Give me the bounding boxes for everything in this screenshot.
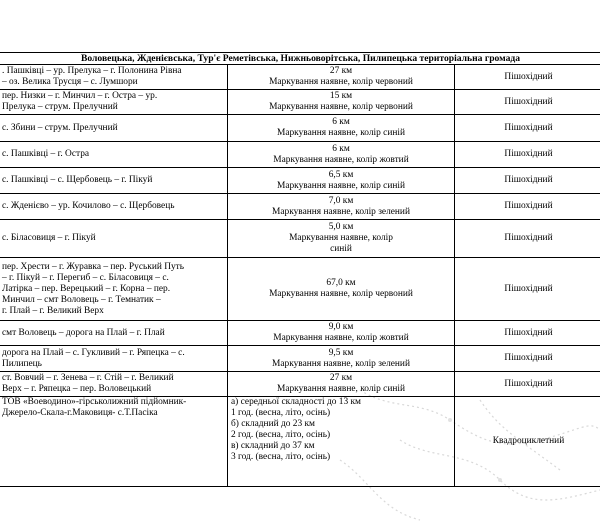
- route-cell: с. Пашківці – г. Остра: [0, 142, 228, 168]
- route-cell: ТОВ «Воеводино»-гірськолижний підйомник- Джерело-Скала-г.Маковиця- с.Т.Пасіка: [0, 397, 228, 487]
- type-cell: Пішохідний: [455, 258, 600, 321]
- distance-cell: 6,5 км Маркування наявне, колір синій: [228, 168, 455, 194]
- distance-cell: 6 км Маркування наявне, колір жовтий: [228, 142, 455, 168]
- type-cell: Пішохідний: [455, 220, 600, 258]
- route-cell: с. Збини – струм. Прелучний: [0, 115, 228, 142]
- type-cell: Пішохідний: [455, 90, 600, 115]
- distance-cell: 27 км Маркування наявне, колір червоний: [228, 65, 455, 90]
- distance-cell: 6 км Маркування наявне, колір синій: [228, 115, 455, 142]
- table-row: [0, 397, 600, 487]
- route-cell: пер. Низки – г. Минчил – г. Остра – ур. Прелука – струм. Прелучний: [0, 90, 228, 115]
- distance-cell: 15 км Маркування наявне, колір червоний: [228, 90, 455, 115]
- route-cell: с. Біласовиця – г. Пікуй: [0, 220, 228, 258]
- table-row: [0, 194, 600, 220]
- type-cell: Пішохідний: [455, 65, 600, 90]
- type-cell: Квадроциклетний: [455, 397, 600, 487]
- table-row: [0, 346, 600, 372]
- page-top-margin: [0, 0, 600, 52]
- distance-cell: 9,5 км Маркування наявне, колір зелений: [228, 346, 455, 372]
- type-cell: Пішохідний: [455, 321, 600, 346]
- community-header: Воловецька, Жденієвська, Тур'є Реметівська, Нижньоворітська, Пилипецька територіальна громада: [0, 53, 600, 65]
- type-cell: Пішохідний: [455, 372, 600, 397]
- table-row: [0, 321, 600, 346]
- route-cell: с. Жденієво – ур. Кочилово – с. Щербовець: [0, 194, 228, 220]
- table-row: [0, 168, 600, 194]
- type-cell: Пішохідний: [455, 194, 600, 220]
- route-cell: пер. Хрести – г. Журавка – пер. Руський Путь – г. Пікуй – г. Перегиб – с. Біласовиця – с. Латірка – пер. Верецький – г. Корна – пер. Минчил – смт Воловець – г. Темнатик – г. Плай – г. Великий Верх: [0, 258, 228, 321]
- table-row: [0, 115, 600, 142]
- route-cell: смт Воловець – дорога на Плай – г. Плай: [0, 321, 228, 346]
- distance-cell: 7,0 км Маркування наявне, колір зелений: [228, 194, 455, 220]
- type-cell: Пішохідний: [455, 346, 600, 372]
- table-row: [0, 220, 600, 258]
- route-cell: с. Пашківці – с. Щербовець – г. Пікуй: [0, 168, 228, 194]
- distance-cell: 5,0 км Маркування наявне, колір синій: [228, 220, 455, 258]
- route-cell: . Пашківці – ур. Прелука – г. Полонина Рівна – оз. Велика Трусця – с. Лумшори: [0, 65, 228, 90]
- distance-cell: 9,0 км Маркування наявне, колір жовтий: [228, 321, 455, 346]
- distance-cell: 67,0 км Маркування наявне, колір червоний: [228, 258, 455, 321]
- distance-cell: 27 км Маркування наявне, колір синій: [228, 372, 455, 397]
- table-row: [0, 372, 600, 397]
- routes-table: [0, 52, 600, 487]
- table-row: [0, 258, 600, 321]
- table-row: [0, 90, 600, 115]
- type-cell: Пішохідний: [455, 142, 600, 168]
- type-cell: Пішохідний: [455, 168, 600, 194]
- route-cell: дорога на Плай – с. Гукливий – г. Ряпецка – с. Пилипець: [0, 346, 228, 372]
- route-cell: ст. Вовчий – г. Зенева – г. Стій – г. Великий Верх – г. Ряпецка – пер. Воловецький: [0, 372, 228, 397]
- table-row: [0, 142, 600, 168]
- type-cell: Пішохідний: [455, 115, 600, 142]
- distance-cell: а) середньої складності до 13 км 1 год. (весна, літо, осінь) б) складний до 23 км 2 год. (весна, літо, осінь) в) складний до 37 км 3 год. (весна, літо, осінь): [228, 397, 455, 487]
- table-row: [0, 65, 600, 90]
